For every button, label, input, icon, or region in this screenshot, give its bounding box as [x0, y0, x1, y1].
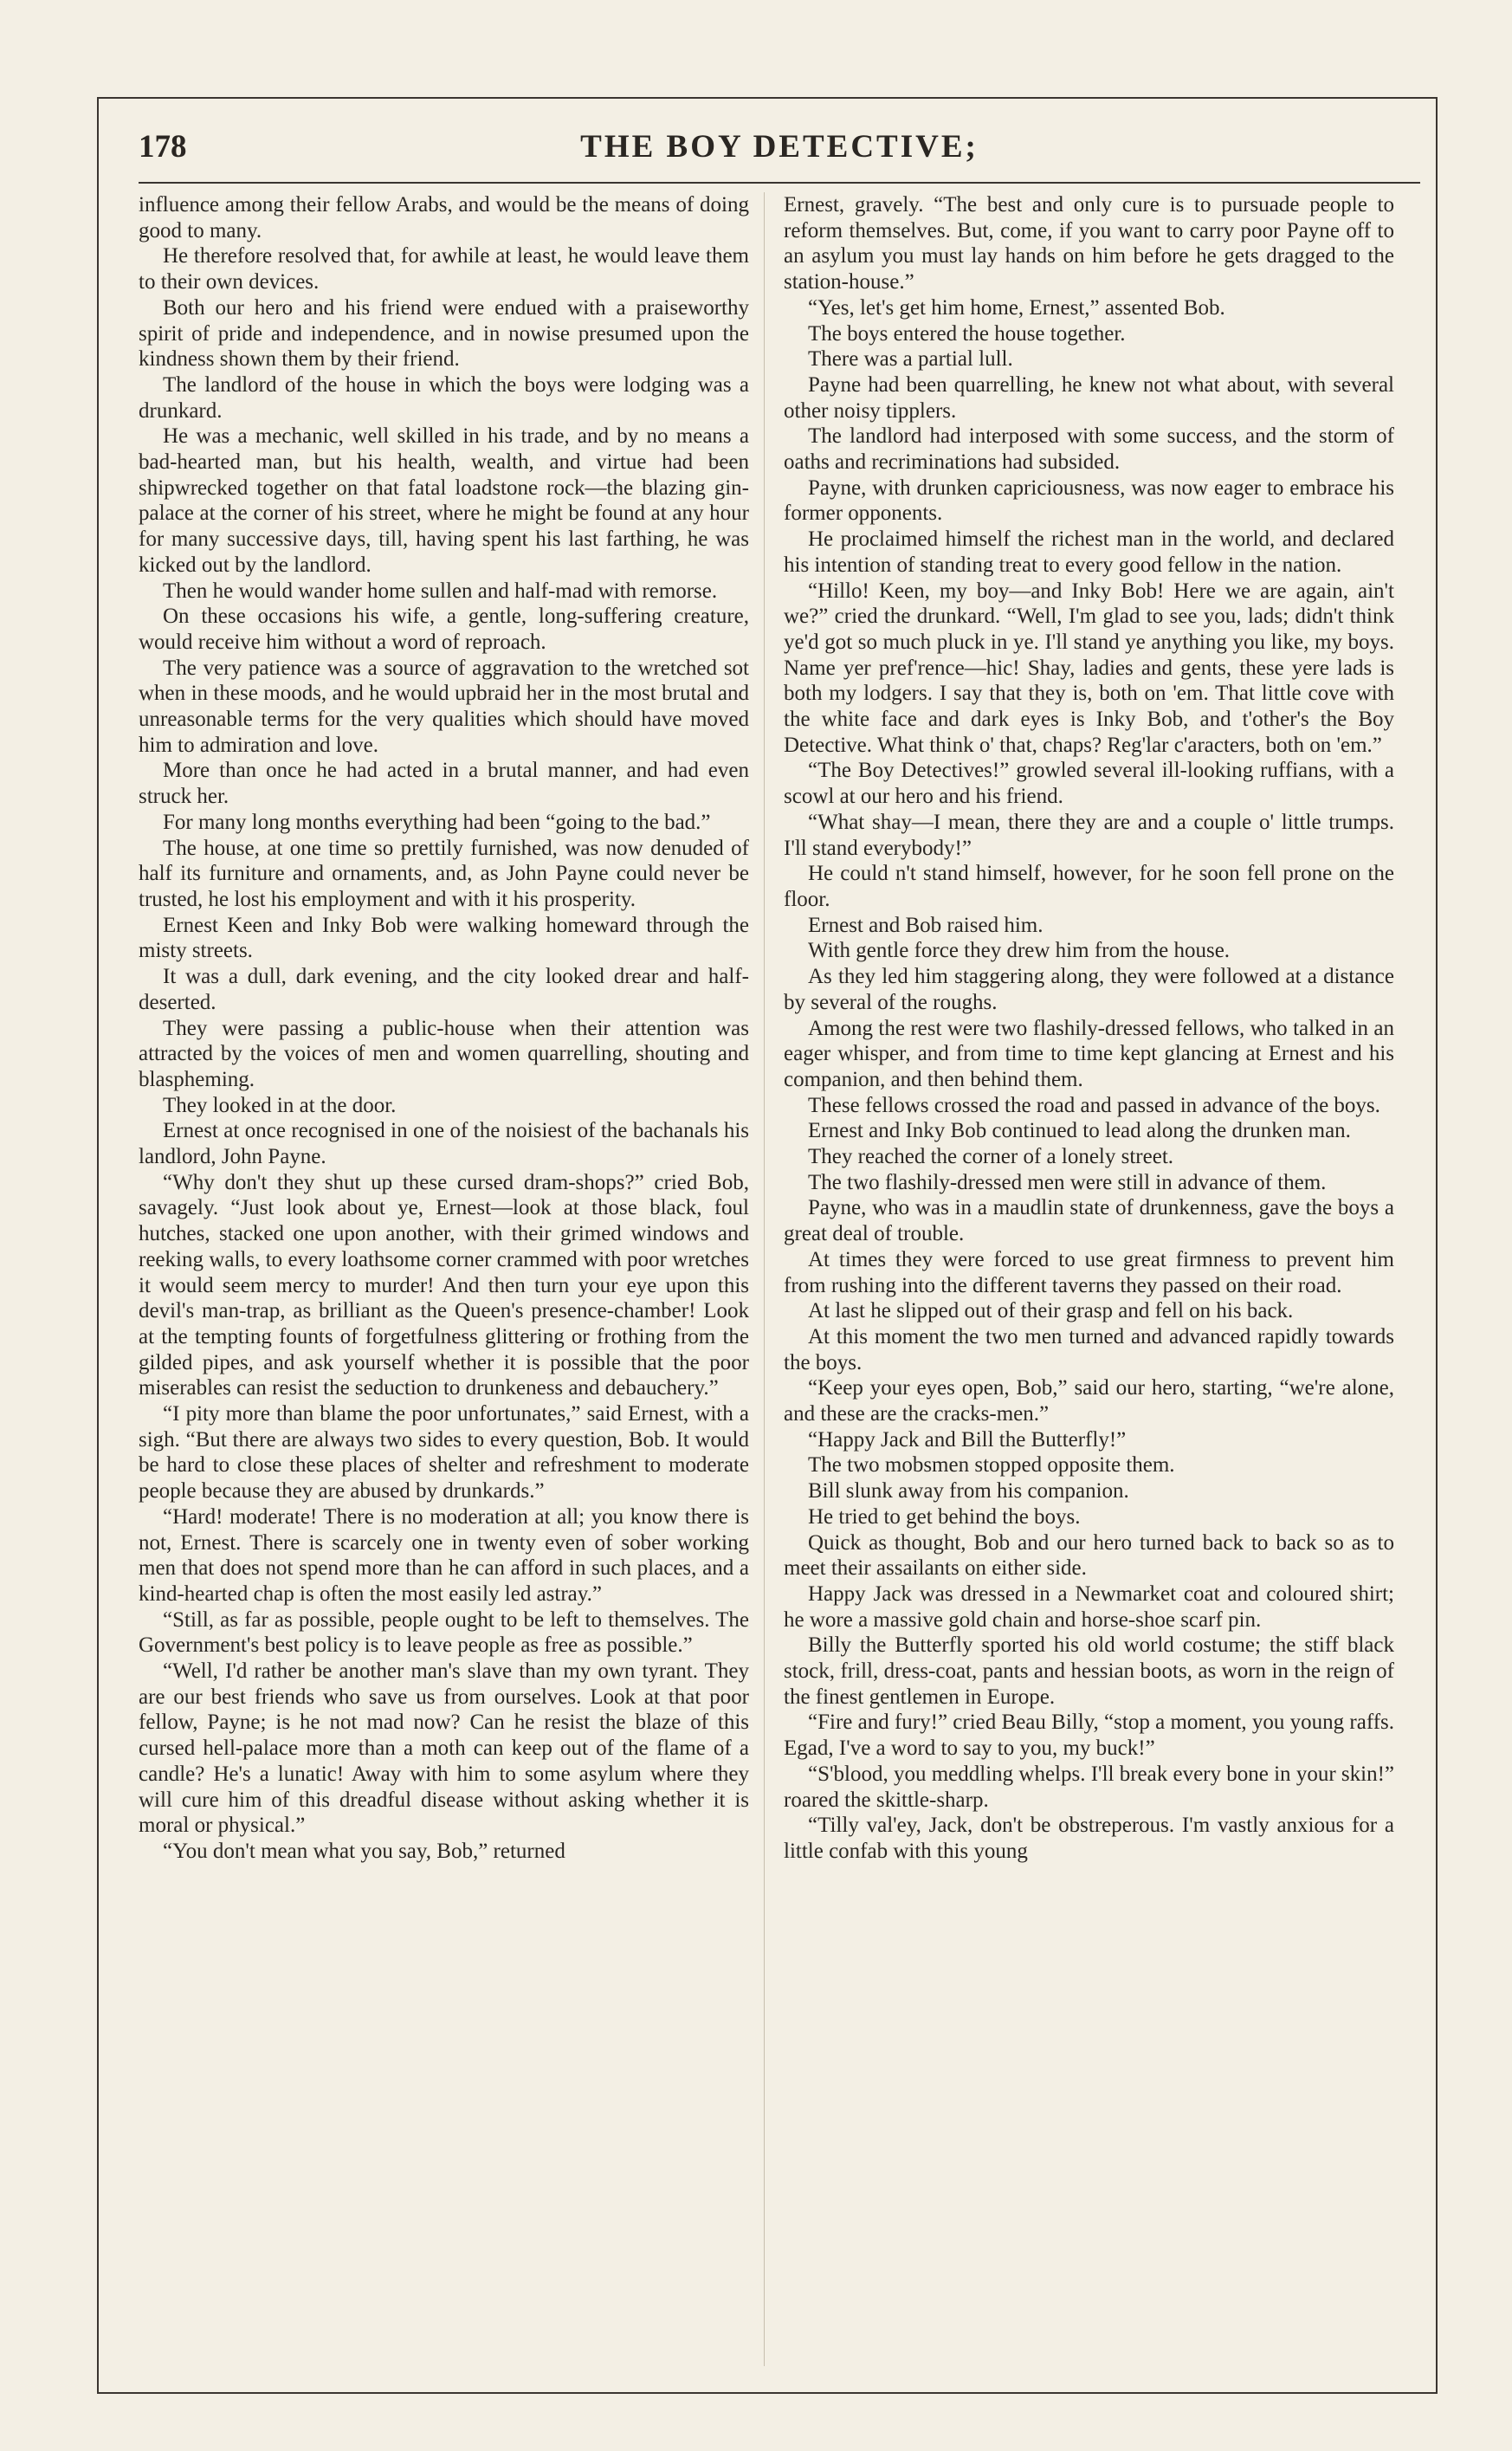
- left-column-paragraph: “You don't mean what you say, Bob,” returned: [163, 1840, 565, 1863]
- right-column-paragraph: Ernest, gravely. “The best and only cure is to pursuade people to reform themselves. But, come, if you want to carry poor Payne off to an asylum you must lay hands on him before he gets dragged to the station-house.”: [784, 193, 1394, 294]
- right-column-paragraph: “Hillo! Keen, my boy—and Inky Bob! Here we are again, ain't we?” cried the drunkard. “Well, I'm glad to see you, lads; didn't think ye'd got so much pluck in ye. I'll stand ye anything you like, my boys. Name yer pref'rence—hic! Shay, ladies and gents, these yere lads is both my lodgers. I say that they is, both on 'em. That little cove with the white face and dark eyes is Inky Bob, and t'other's the Boy Detective. What think o' that, chaps? Reg'lar c'aracters, both on 'em.”: [784, 579, 1394, 757]
- right-column-paragraph: At times they were forced to use great firmness to prevent him from rushing into the different taverns they passed on their road.: [784, 1247, 1394, 1297]
- left-column-paragraph: They looked in at the door.: [163, 1093, 397, 1117]
- right-column-paragraph: With gentle force they drew him from the house.: [808, 939, 1231, 963]
- frame-right-border: [1436, 97, 1438, 2392]
- right-column: [784, 192, 1394, 1865]
- right-column-paragraph: Payne, with drunken capriciousness, was now eager to embrace his former opponents.: [784, 475, 1394, 526]
- right-column-paragraph: “The Boy Detectives!” growled several ill-looking ruffians, with a scowl at our hero and his friend.: [784, 759, 1394, 809]
- right-column-paragraph: Ernest and Inky Bob continued to lead along the drunken man.: [808, 1119, 1351, 1143]
- left-column-paragraph: “I pity more than blame the poor unfortunates,” said Ernest, with a sigh. “But there are always two sides to every question, Bob. It would be hard to close these places of shelter and refreshment to moderate people because they are abused by drunkards.”: [139, 1402, 749, 1504]
- left-column-paragraph: Then he would wander home sullen and half-mad with remorse.: [163, 579, 718, 603]
- right-column-paragraph: “Yes, let's get him home, Ernest,” assented Bob.: [808, 295, 1225, 320]
- column-gutter: [764, 192, 765, 2366]
- left-column-paragraph: For many long months everything had been “going to the bad.”: [163, 810, 711, 834]
- right-column-paragraph: The boys entered the house together.: [808, 321, 1126, 346]
- left-column-paragraph: influence among their fellow Arabs, and would be the means of doing good to many.: [139, 193, 749, 243]
- left-column-paragraph: The landlord of the house in which the boys were lodging was a drunkard.: [139, 372, 749, 423]
- left-column-paragraph: The house, at one time so prettily furnished, was now denuded of half its furniture and ornaments, and, as John Payne could never be trusted, he lost his employment and with it his prosperity.: [139, 836, 749, 911]
- right-column-paragraph: “Tilly val'ey, Jack, don't be obstreperous. I'm vastly anxious for a little confab with this young: [784, 1814, 1394, 1863]
- left-column-paragraph: More than once he had acted in a brutal manner, and had even struck her.: [139, 759, 749, 809]
- right-column-paragraph: The two mobsmen stopped opposite them.: [808, 1453, 1175, 1478]
- left-column-paragraph: Ernest at once recognised in one of the noisiest of the bachanals his landlord, John Payne.: [139, 1119, 749, 1169]
- right-column-paragraph: There was a partial lull.: [808, 347, 1013, 372]
- left-column-paragraph: “Why don't they shut up these cursed dram-shops?” cried Bob, savagely. “Just look about ye, Ernest—look at those black, foul hutches, stacked one upon another, with their grimed windows and reeking walls, to every loathsome corner crammed with poor wretches it would seem mercy to murder! And then turn your eye upon this devil's man-trap, as brilliant as the Queen's presence-chamber! Look at the tempting founts of forgetfulness glittering or frothing from the gilded pipes, and ask yourself whether it is possible that the poor miserables can resist the seduction to drunkeness and debauchery.”: [139, 1170, 749, 1400]
- left-column-paragraph: The very patience was a source of aggravation to the wretched sot when in these moods, and he would upbraid her in the most brutal and unreasonable terms for the very qualities which should have moved him to admiration and love.: [139, 656, 749, 757]
- right-column-paragraph: These fellows crossed the road and passed in advance of the boys.: [808, 1093, 1380, 1117]
- left-column: [139, 192, 749, 1865]
- right-column-paragraph: “Happy Jack and Bill the Butterfly!”: [808, 1427, 1127, 1452]
- left-column-paragraph: They were passing a public-house when their attention was attracted by the voices of men and women quarrelling, shouting and blaspheming.: [139, 1016, 749, 1091]
- right-column-paragraph: The landlord had interposed with some success, and the storm of oaths and recriminations had subsided.: [784, 424, 1394, 475]
- right-column-paragraph: At this moment the two men turned and advanced rapidly towards the boys.: [784, 1324, 1394, 1374]
- right-column-paragraph: “What shay—I mean, there they are and a couple o' little trumps. I'll stand everybody!”: [784, 810, 1394, 860]
- right-column-paragraph: Ernest and Bob raised him.: [808, 913, 1044, 937]
- right-column-paragraph: Quick as thought, Bob and our hero turned back to back so as to meet their assailants on either side.: [784, 1530, 1394, 1581]
- right-column-paragraph: They reached the corner of a lonely street.: [808, 1145, 1174, 1169]
- right-column-paragraph: “S'blood, you meddling whelps. I'll break every bone in your skin!” roared the skittle-sharp.: [784, 1762, 1394, 1812]
- left-column-paragraph: On these occasions his wife, a gentle, long-suffering creature, would receive him without a word of reproach.: [139, 605, 749, 654]
- left-column-paragraph: “Hard! moderate! There is no moderation at all; you know there is not, Ernest. There is scarcely one in twenty even of sober working men that does not spend more than he can afford in such places, and a kind-hearted chap is often the most easily led astray.”: [139, 1504, 749, 1606]
- frame-bottom-border: [97, 2392, 1438, 2394]
- right-column-paragraph: He tried to get behind the boys.: [808, 1504, 1081, 1529]
- right-column-paragraph: Bill slunk away from his companion.: [808, 1479, 1129, 1504]
- page-number: 178: [139, 129, 187, 165]
- right-column-paragraph: Happy Jack was dressed in a Newmarket coat and coloured shirt; he wore a massive gold chain and horse-shoe scarf pin.: [784, 1581, 1394, 1632]
- left-column-paragraph: Both our hero and his friend were endued with a praiseworthy spirit of pride and independence, and in nowise presumed upon the kindness shown them by their friend.: [139, 295, 749, 372]
- header-rule: [139, 182, 1420, 184]
- right-column-paragraph: “Fire and fury!” cried Beau Billy, “stop a moment, you young raffs. Egad, I've a word to say to you, my buck!”: [784, 1711, 1394, 1761]
- right-column-paragraph: Payne, who was in a maudlin state of drunkenness, gave the boys a great deal of trouble.: [784, 1196, 1394, 1246]
- right-column-paragraph: Billy the Butterfly sported his old world costume; the stiff black stock, frill, dress-coat, pants and hessian boots, as worn in the reign of the finest gentlemen in Europe.: [784, 1633, 1394, 1709]
- left-column-paragraph: “Still, as far as possible, people ought to be left to themselves. The Government's best policy is to leave people as free as possible.”: [139, 1607, 749, 1658]
- left-column-paragraph: Ernest Keen and Inky Bob were walking homeward through the misty streets.: [139, 913, 749, 963]
- right-column-paragraph: The two flashily-dressed men were still in advance of them.: [808, 1170, 1327, 1194]
- right-column-paragraph: “Keep your eyes open, Bob,” said our hero, starting, “we're alone, and these are the cracks-men.”: [784, 1376, 1394, 1426]
- frame-top-border: [97, 97, 1438, 99]
- right-column-paragraph: At last he slipped out of their grasp and fell on his back.: [808, 1299, 1294, 1323]
- right-column-paragraph: As they led him staggering along, they were followed at a distance by several of the roughs.: [784, 965, 1394, 1014]
- running-title: THE BOY DETECTIVE;: [580, 129, 979, 165]
- right-column-paragraph: He proclaimed himself the richest man in the world, and declared his intention of standing treat to every good fellow in the nation.: [784, 527, 1394, 577]
- right-column-paragraph: Payne had been quarrelling, he knew not what about, with several other noisy tipplers.: [784, 372, 1394, 423]
- left-column-paragraph: It was a dull, dark evening, and the city looked drear and half-deserted.: [139, 965, 749, 1014]
- page-header: [139, 128, 1420, 180]
- right-column-paragraph: He could n't stand himself, however, for he soon fell prone on the floor.: [784, 862, 1394, 911]
- left-column-paragraph: He was a mechanic, well skilled in his trade, and by no means a bad-hearted man, but his health, wealth, and virtue had been shipwrecked together on that fatal loadstone rock—the blazing gin-palace at the corner of his street, where he might be found at any hour for many successive days, till, having spent his last farthing, he was kicked out by the landlord.: [139, 424, 749, 577]
- frame-left-border: [97, 97, 99, 2392]
- left-column-paragraph: “Well, I'd rather be another man's slave than my own tyrant. They are our best friends who save us from ourselves. Look at that poor fellow, Payne; is he not mad now? Can he resist the blaze of this cursed hell-palace more than a moth can keep out of the flame of a candle? He's a lunatic! Away with him to some asylum where they will cure him of this dreadful disease without asking whether it is moral or physical.”: [139, 1659, 749, 1838]
- right-column-paragraph: Among the rest were two flashily-dressed fellows, who talked in an eager whisper, and from time to time kept glancing at Ernest and his companion, and then behind them.: [784, 1016, 1394, 1091]
- left-column-paragraph: He therefore resolved that, for awhile at least, he would leave them to their own devices.: [139, 244, 749, 294]
